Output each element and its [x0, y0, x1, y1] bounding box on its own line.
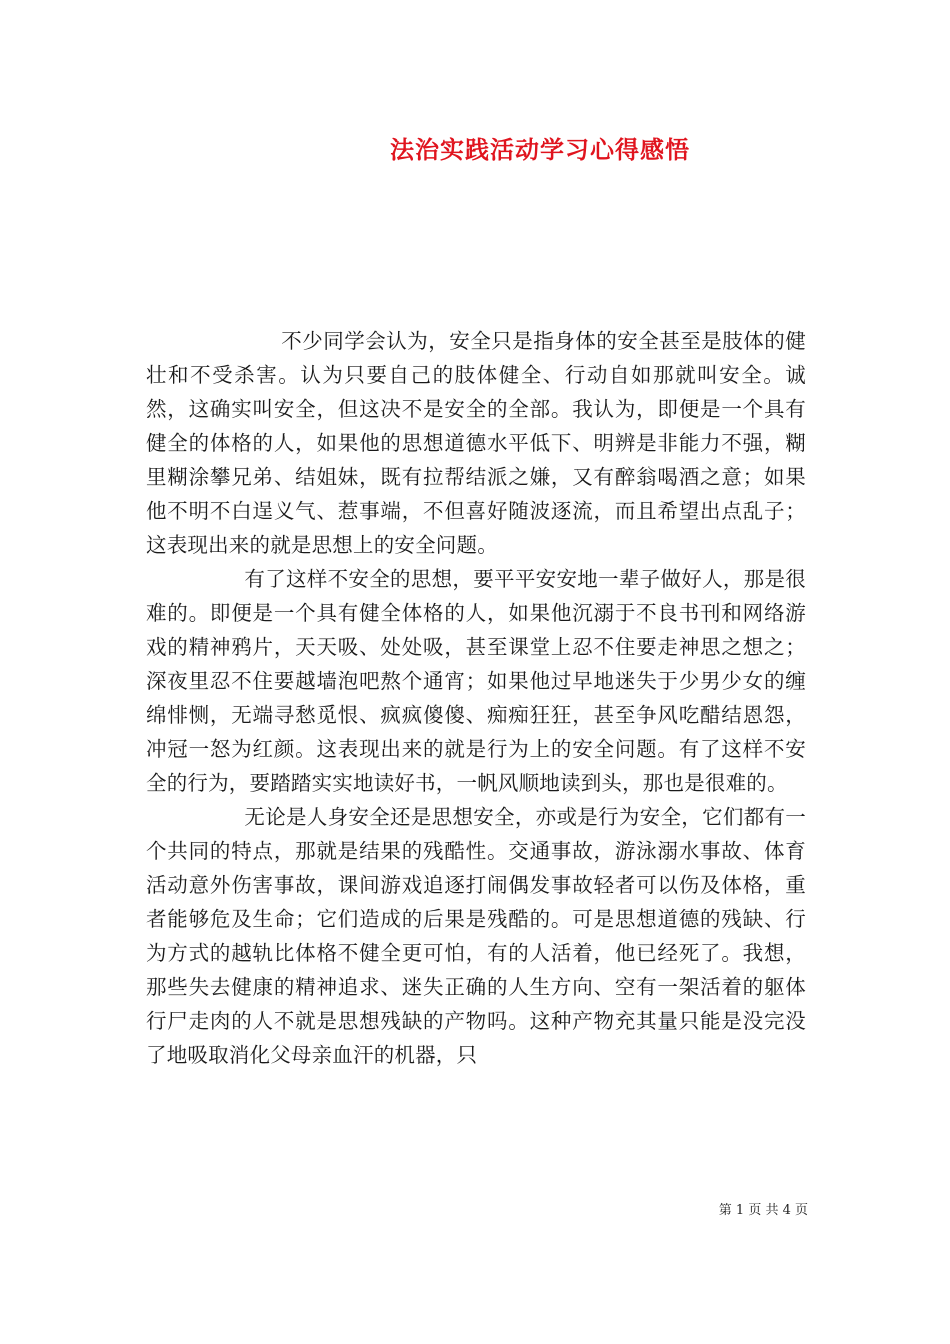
paragraph-3: 无论是人身安全还是思想安全，亦或是行为安全，它们都有一个共同的特点，那就是结果的残酷性。交通事故，游泳溺水事故、体育活动意外伤害事故，课间游戏追逐打闹偶发事故轻者可以伤及体格，重者能够危及生命；它们造成的后果是残酷的。可是思想道德的残缺、行为方式的越轨比体格不健全更可怕，有的人活着，他已经死了。我想，那些失去健康的精神追求、迷失正确的人生方向、空有一架活着的躯体行尸走肉的人不就是思想残缺的产物吗。这种产物充其量只能是没完没了地吸取消化父母亲血汗的机器，只 [146, 805, 806, 1067]
page-number-footer: 第 1 页 共 4 页 [718, 1203, 808, 1218]
paragraph-2: 有了这样不安全的思想，要平平安安地一辈子做好人，那是很难的。即便是一个具有健全体格的人，如果他沉溺于不良书刊和网络游戏的精神鸦片，天天吸、处处吸，甚至课堂上忍不住要走神思之想之；深夜里忍不住要越墙泡吧熬个通宵；如果他过早地迷失于少男少女的缠绵悱恻，无端寻愁觅恨、疯疯傻傻、痴痴狂狂，甚至争风吃醋结恩怨，冲冠一怒为红颜。这表现出来的就是行为上的安全问题。有了这样不安全的行为，要踏踏实实地读好书，一帆风顺地读到头，那也是很难的。 [146, 567, 806, 795]
document-title: 法治实践活动学习心得感悟 [390, 135, 690, 164]
paragraph-1: 不少同学会认为，安全只是指身体的安全甚至是肢体的健壮和不受杀害。认为只要自己的肢体健全、行动自如那就叫安全。诚然，这确实叫安全，但这决不是安全的全部。我认为，即便是一个具有健全的体格的人，如果他的思想道德水平低下、明辨是非能力不强，糊里糊涂攀兄弟、结姐妹，既有拉帮结派之嫌，又有醉翁喝酒之意；如果他不明不白逞义气、惹事端，不但喜好随波逐流，而且希望出点乱子；这表现出来的就是思想上的安全问题。 [146, 329, 806, 557]
document-body [146, 324, 806, 1072]
